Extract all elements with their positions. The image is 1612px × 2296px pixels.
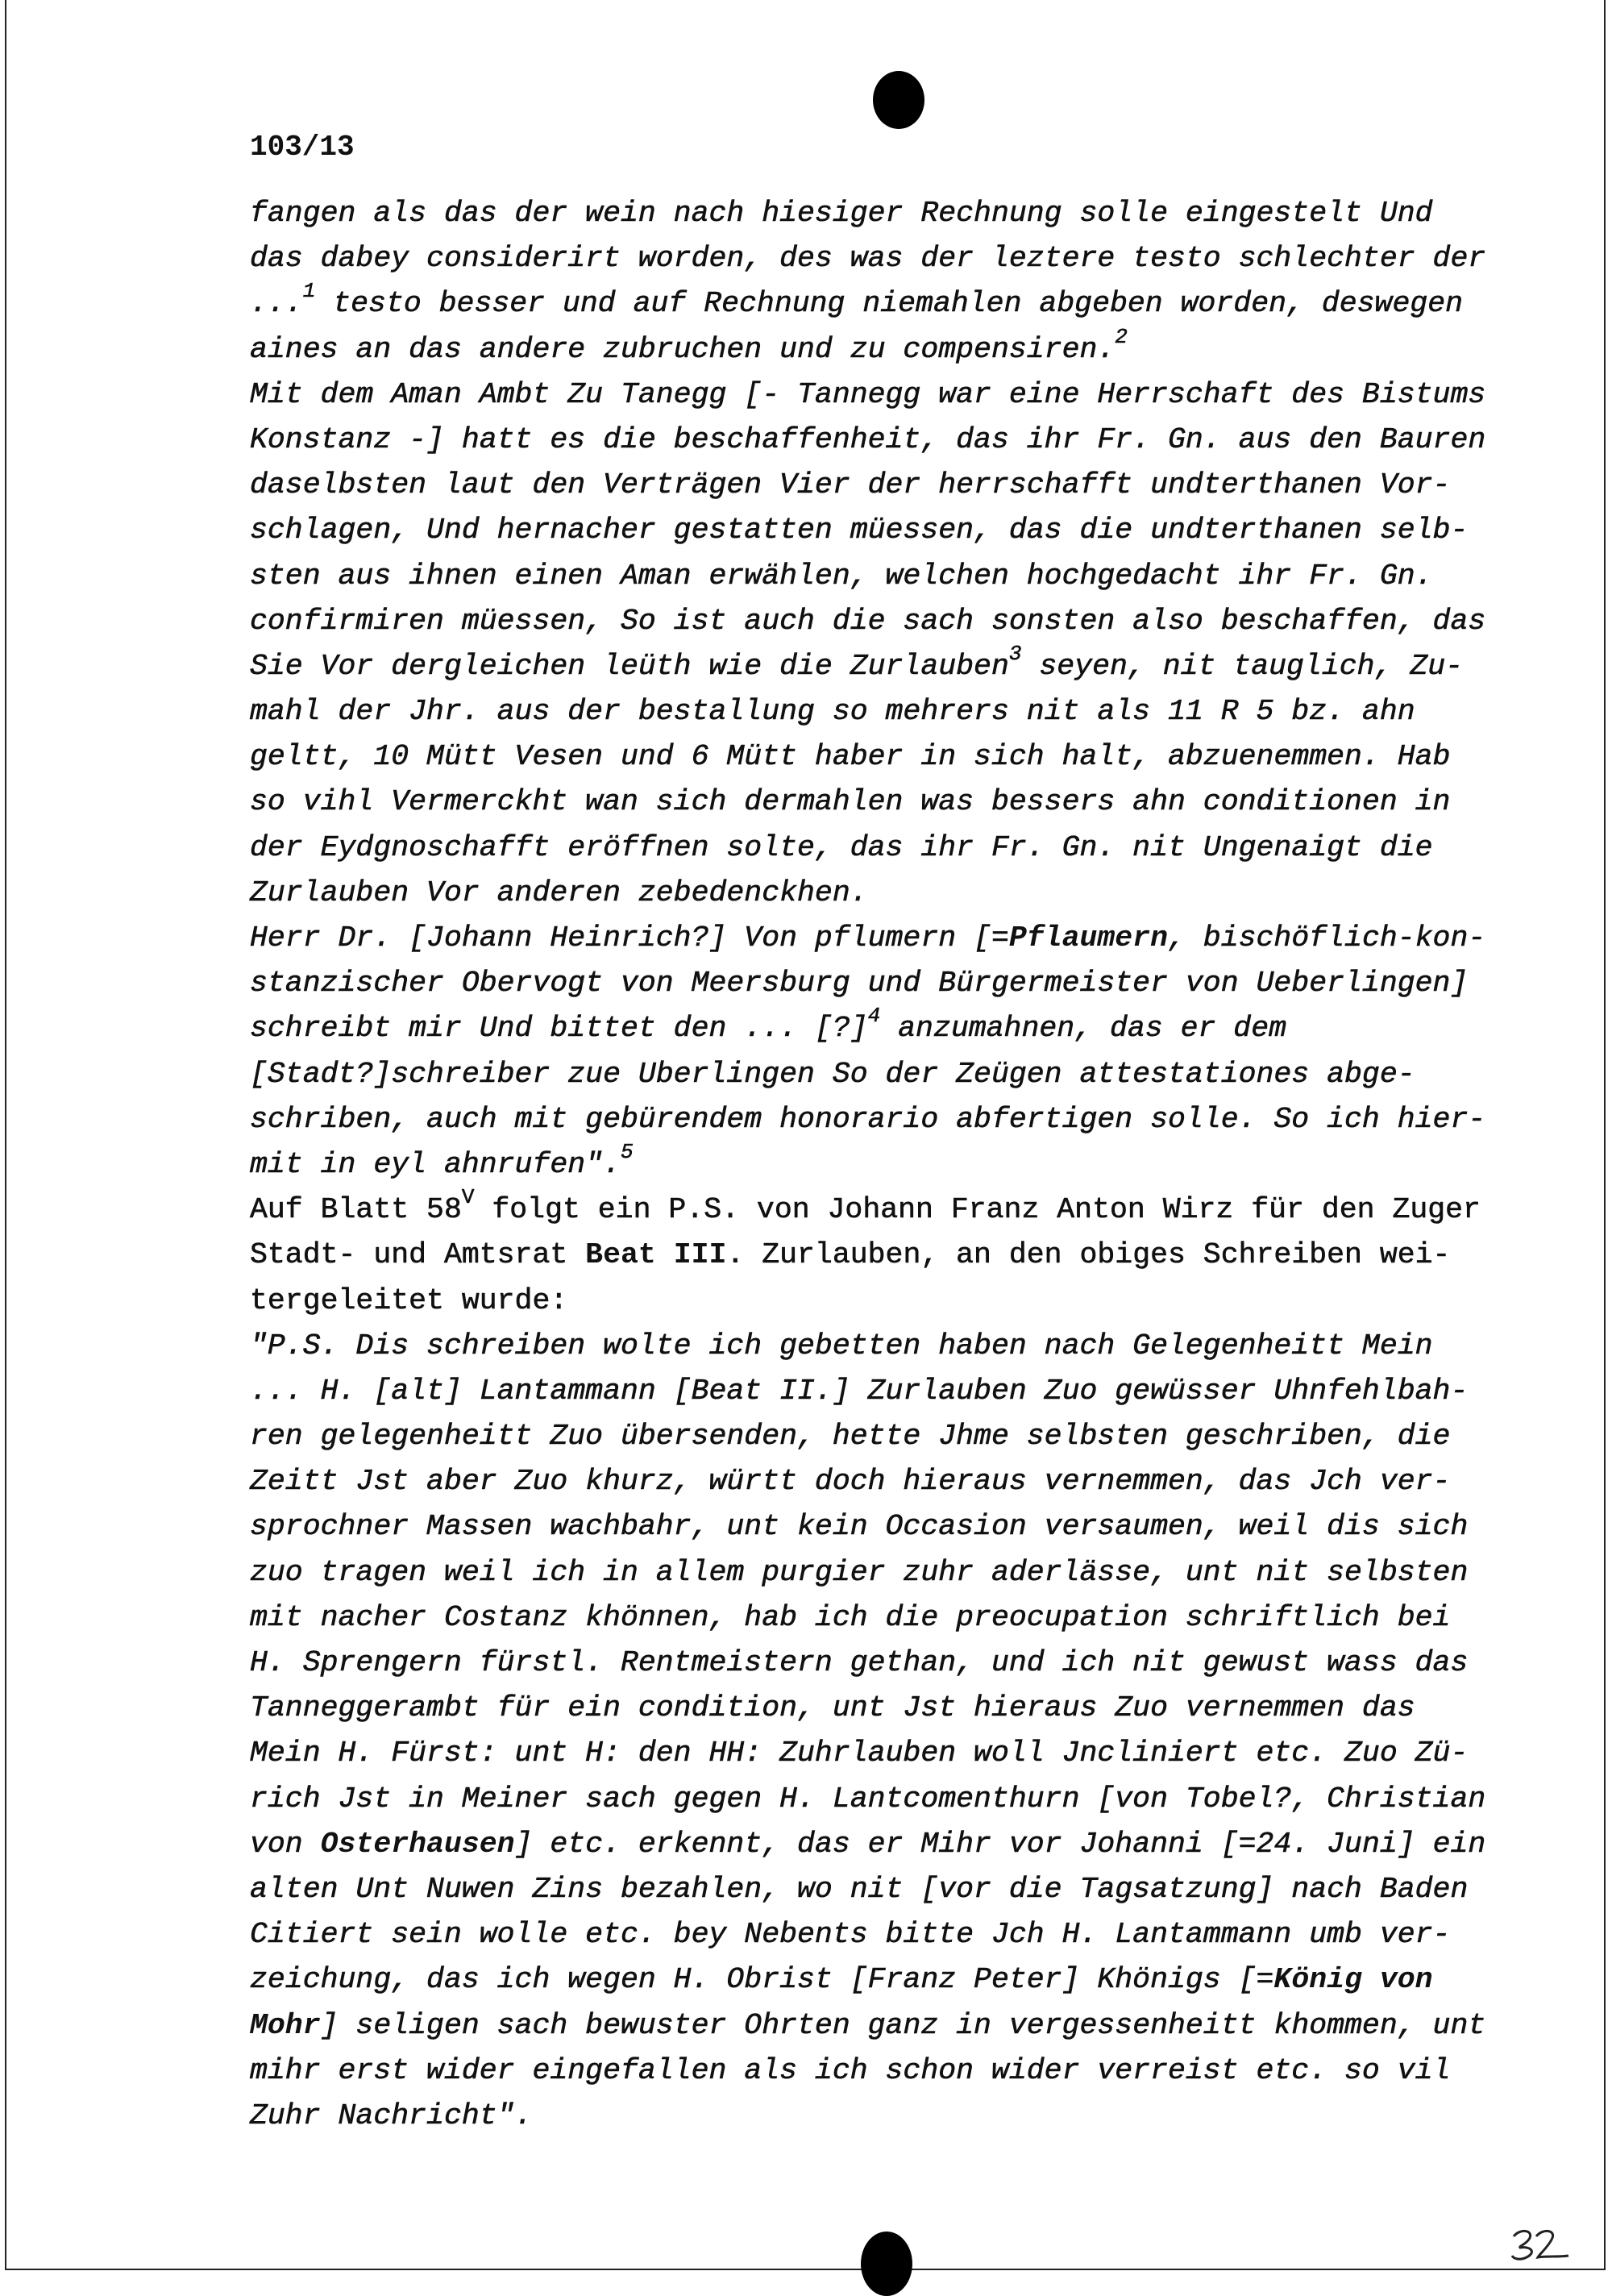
text-line bbox=[250, 1504, 1556, 1549]
text-run: ... H. [alt] Lantammann [Beat II.] Zurlauben Zuo gewüsser Uhnfehlbah- bbox=[250, 1374, 1469, 1408]
text-line bbox=[250, 1185, 1556, 1233]
text-line bbox=[250, 1324, 1556, 1369]
text-run: rich Jst in Meiner sach gegen H. Lantcomenthurn [von Tobel?, Christian bbox=[250, 1782, 1486, 1816]
text-run: sten aus ihnen einen Aman erwählen, welchen hochgedacht ihr Fr. Gn. bbox=[250, 559, 1433, 593]
text-line bbox=[250, 2094, 1556, 2139]
footnote-ref: 5 bbox=[620, 1139, 634, 1164]
text-line bbox=[250, 463, 1556, 508]
footnote-ref: 3 bbox=[1008, 641, 1022, 666]
text-line bbox=[250, 1867, 1556, 1912]
footnote-ref: 1 bbox=[302, 279, 316, 304]
text-line bbox=[250, 1006, 1556, 1051]
text-run: "P.S. Dis schreiben wolte ich gebetten haben nach Gelegenheitt Mein bbox=[250, 1329, 1433, 1362]
text-run: der Eydgnoschafft eröffnen solte, das ihr Fr. Gn. nit Ungenaigt die bbox=[250, 830, 1433, 864]
bold-text-run: Beat III. bbox=[585, 1238, 745, 1272]
text-line bbox=[250, 599, 1556, 644]
text-line bbox=[250, 780, 1556, 825]
text-run: mit nacher Costanz khönnen, hab ich die preocupation schriftlich bei bbox=[250, 1600, 1451, 1634]
text-run: daselbsten laut den Verträgen Vier der herrschafft undterthanen Vor- bbox=[250, 468, 1451, 502]
text-run: Zurlauben Vor anderen zebedenckhen. bbox=[250, 876, 868, 909]
text-line bbox=[250, 1414, 1556, 1459]
text-run: mihr erst wider eingefallen als ich schon wider verreist etc. so vil bbox=[250, 2053, 1451, 2087]
text-line bbox=[250, 418, 1556, 463]
text-line bbox=[250, 961, 1556, 1006]
text-run: Zurlauben, an den obiges Schreiben wei- bbox=[744, 1238, 1451, 1272]
document-body bbox=[250, 191, 1556, 2139]
text-run: confirmiren müessen, So ist auch die sach sonsten also beschaffen, das bbox=[250, 604, 1486, 638]
text-run: [Stadt?]schreiber zue Uberlingen So der Zeügen attestationes abge- bbox=[250, 1057, 1415, 1091]
text-line bbox=[250, 734, 1556, 780]
text-line bbox=[250, 554, 1556, 599]
punch-hole-top bbox=[873, 71, 924, 129]
footnote-ref: 2 bbox=[1115, 324, 1128, 349]
text-line bbox=[250, 1641, 1556, 1686]
text-run: schriben, auch mit gebürendem honorario abfertigen solle. So ich hier- bbox=[250, 1102, 1486, 1136]
text-line bbox=[250, 1279, 1556, 1324]
handwritten-page-mark bbox=[1509, 2225, 1573, 2265]
text-run: Konstanz -] hatt es die beschaffenheit, das ihr Fr. Gn. aus den Bauren bbox=[250, 422, 1486, 456]
text-line bbox=[250, 1686, 1556, 1731]
text-run: zeichung, das ich wegen H. Obrist [Franz Peter] Khönigs [= bbox=[250, 1963, 1274, 1997]
text-line bbox=[250, 871, 1556, 916]
text-run: tergeleitet wurde: bbox=[250, 1283, 568, 1317]
text-run: aines an das andere zubruchen und zu compensiren. bbox=[250, 332, 1116, 366]
punch-hole-bottom bbox=[861, 2232, 912, 2296]
text-run: Stadt- und Amtsrat bbox=[250, 1238, 586, 1272]
text-run: Citiert sein wolle etc. bey Nebents bitte Jch H. Lantammann umb ver- bbox=[250, 1918, 1451, 1952]
text-run: mahl der Jhr. aus der bestallung so mehrers nit als 11 R 5 bz. ahn bbox=[250, 695, 1415, 729]
text-line bbox=[250, 1595, 1556, 1641]
text-run: sprochner Massen wachbahr, unt kein Occasion versaumen, weil dis sich bbox=[250, 1510, 1469, 1544]
bold-text-run: Pflaumern bbox=[1008, 921, 1168, 955]
bold-text-run: König von bbox=[1273, 1963, 1433, 1997]
text-line bbox=[250, 2003, 1556, 2049]
text-line bbox=[250, 191, 1556, 236]
text-line bbox=[250, 1550, 1556, 1595]
text-run: Auf Blatt 58 bbox=[250, 1193, 462, 1227]
text-run: Herr Dr. [Johann Heinrich?] Von pflumern [= bbox=[250, 921, 1009, 955]
bold-text-run: Osterhausen bbox=[320, 1827, 515, 1861]
text-line bbox=[250, 281, 1556, 327]
text-run: ] etc. erkennt, das er Mihr vor Johanni [=24. Juni] ein bbox=[514, 1827, 1486, 1861]
text-line bbox=[250, 1139, 1556, 1188]
text-line bbox=[250, 2049, 1556, 2094]
text-run: Zuhr Nachricht". bbox=[250, 2098, 533, 2132]
page-number: 103/13 bbox=[250, 131, 355, 164]
text-line bbox=[250, 689, 1556, 734]
text-run: von bbox=[250, 1827, 321, 1861]
text-line bbox=[250, 1052, 1556, 1097]
text-line bbox=[250, 1731, 1556, 1776]
bold-text-run: Mohr bbox=[250, 2008, 321, 2042]
text-run: seyen, nit tauglich, Zu- bbox=[1021, 649, 1464, 683]
text-run: ren gelegenheitt Zuo übersenden, hette Jhme selbsten geschriben, die bbox=[250, 1420, 1451, 1454]
text-run: anzumahnen, das er dem bbox=[880, 1012, 1287, 1046]
text-run: schlagen, Und hernacher gestatten müessen, das die undterthanen selb- bbox=[250, 514, 1469, 547]
text-line bbox=[250, 1957, 1556, 2003]
text-run: das dabey considerirt worden, des was der leztere testo schlechter der bbox=[250, 242, 1486, 276]
text-run: H. Sprengern fürstl. Rentmeistern gethan, und ich nit gewust wass das bbox=[250, 1646, 1469, 1679]
text-run: fangen als das der wein nach hiesiger Rechnung solle eingestelt Und bbox=[250, 197, 1433, 230]
text-run: Sie Vor dergleichen leüth wie die Zurlauben bbox=[250, 649, 1009, 683]
text-run: mit in eyl ahnrufen". bbox=[250, 1147, 621, 1181]
text-line bbox=[250, 1822, 1556, 1867]
footnote-ref: V bbox=[461, 1185, 475, 1210]
text-line bbox=[250, 508, 1556, 553]
text-line bbox=[250, 1459, 1556, 1504]
text-line bbox=[250, 1369, 1556, 1414]
text-run: , bischöflich-kon- bbox=[1168, 921, 1486, 955]
text-run: Mit dem Aman Ambt Zu Tanegg [- Tannegg war eine Herrschaft des Bistums bbox=[250, 377, 1486, 411]
text-line bbox=[250, 1233, 1556, 1278]
text-run: stanzischer Obervogt von Meersburg und Bürgermeister von Ueberlingen] bbox=[250, 967, 1469, 1000]
text-run: Zeitt Jst aber Zuo khurz, württ doch hieraus vernemmen, das Jch ver- bbox=[250, 1465, 1451, 1499]
text-line bbox=[250, 1912, 1556, 1957]
text-run: Tanneggerambt für ein condition, unt Jst hieraus Zuo vernemmen das bbox=[250, 1691, 1415, 1725]
text-run: testo besser und auf Rechnung niemahlen abgeben worden, deswegen bbox=[315, 287, 1464, 321]
text-run: so vihl Vermerckht wan sich dermahlen was bessers ahn conditionen in bbox=[250, 785, 1451, 819]
text-run: ] seligen sach bewuster Ohrten ganz in vergessenheitt khommen, unt bbox=[320, 2008, 1486, 2042]
text-run: folgt ein P.S. von Johann Franz Anton Wirz für den Zuger bbox=[474, 1193, 1481, 1227]
text-line bbox=[250, 1097, 1556, 1142]
text-run: alten Unt Nuwen Zins bezahlen, wo nit [vor die Tagsatzung] nach Baden bbox=[250, 1872, 1469, 1906]
text-line bbox=[250, 1777, 1556, 1822]
text-run: geltt, 10 Mütt Vesen und 6 Mütt haber in sich halt, abzuenemmen. Hab bbox=[250, 740, 1451, 774]
text-run: schreibt mir Und bittet den ... [?] bbox=[250, 1012, 868, 1046]
footnote-ref: 4 bbox=[867, 1004, 881, 1029]
text-line bbox=[250, 236, 1556, 281]
text-line bbox=[250, 372, 1556, 418]
text-run: ... bbox=[250, 287, 303, 321]
text-run: zuo tragen weil ich in allem purgier zuhr aderlässe, unt nit selbsten bbox=[250, 1555, 1469, 1589]
text-line bbox=[250, 324, 1556, 372]
text-line bbox=[250, 826, 1556, 871]
text-line bbox=[250, 916, 1556, 961]
text-run: Mein H. Fürst: unt H: den HH: Zuhrlauben woll Jncliniert etc. Zuo Zü- bbox=[250, 1737, 1469, 1770]
text-line bbox=[250, 641, 1556, 689]
